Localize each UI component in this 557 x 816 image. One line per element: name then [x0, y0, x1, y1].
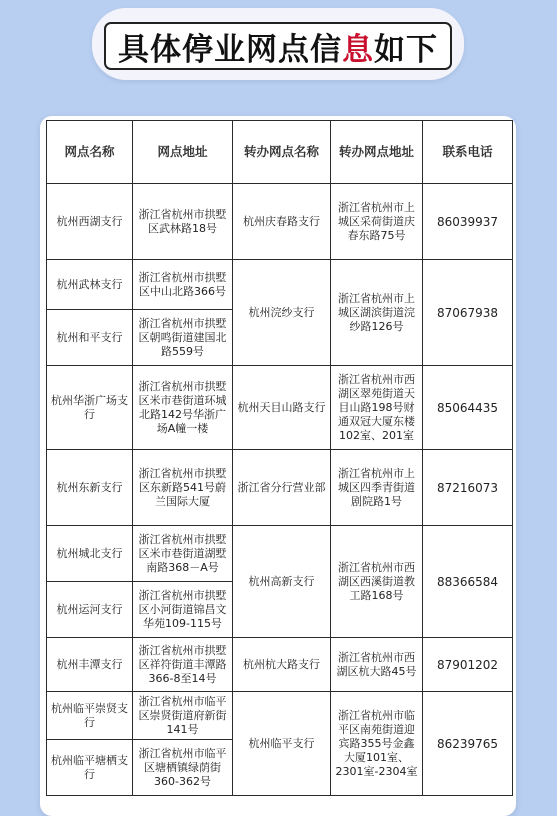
branch-address: 浙江省杭州市拱墅区祥符街道丰潭路366-8至14号 — [133, 638, 233, 692]
phone-number: 87067938 — [423, 260, 513, 366]
title-frame — [104, 22, 452, 70]
phone-number: 85064435 — [423, 366, 513, 450]
header-transfer-name: 转办网点名称 — [233, 121, 331, 184]
phone-number: 87216073 — [423, 450, 513, 526]
transfer-address: 浙江省杭州市上城区采荷街道庆春东路75号 — [331, 184, 423, 260]
branch-name: 杭州西湖支行 — [47, 184, 133, 260]
transfer-name: 杭州浣纱支行 — [233, 260, 331, 366]
transfer-name: 杭州庆春路支行 — [233, 184, 331, 260]
branch-name: 杭州临平崇贤支行 — [47, 692, 133, 740]
branch-name: 杭州运河支行 — [47, 582, 133, 638]
phone-number: 86239765 — [423, 692, 513, 796]
branch-name: 杭州临平塘栖支行 — [47, 740, 133, 796]
branch-name: 杭州城北支行 — [47, 526, 133, 582]
branch-address: 浙江省杭州市拱墅区小河街道锦昌文华苑109-115号 — [133, 582, 233, 638]
transfer-address: 浙江省杭州市西湖区西溪街道教工路168号 — [331, 526, 423, 638]
branch-name: 杭州东新支行 — [47, 450, 133, 526]
branch-address: 浙江省杭州市拱墅区中山北路366号 — [133, 260, 233, 310]
table-row — [47, 450, 513, 526]
transfer-address: 浙江省杭州市上城区四季青街道剧院路1号 — [331, 450, 423, 526]
table-row — [47, 184, 513, 260]
table-row — [47, 638, 513, 692]
branch-name: 杭州华浙广场支行 — [47, 366, 133, 450]
header-branch-name: 网点名称 — [47, 121, 133, 184]
page-title: 具体停业网点信息如下 — [118, 31, 438, 68]
header-phone: 联系电话 — [423, 121, 513, 184]
transfer-address: 浙江省杭州市西湖区杭大路45号 — [331, 638, 423, 692]
transfer-name: 杭州天目山路支行 — [233, 366, 331, 450]
branch-closure-table — [46, 120, 513, 796]
header-transfer-address: 转办网点地址 — [331, 121, 423, 184]
table-row — [47, 526, 513, 582]
phone-number: 87901202 — [423, 638, 513, 692]
branch-address: 浙江省杭州市临平区崇贤街道府新街141号 — [133, 692, 233, 740]
branch-address: 浙江省杭州市拱墅区米市巷街道湖墅南路368－A号 — [133, 526, 233, 582]
table-header-row — [47, 121, 513, 184]
phone-number: 88366584 — [423, 526, 513, 638]
title-highlight: 息 — [342, 31, 374, 68]
branch-name: 杭州武林支行 — [47, 260, 133, 310]
branch-name: 杭州和平支行 — [47, 310, 133, 366]
branch-address: 浙江省杭州市拱墅区东新路541号蔚兰国际大厦 — [133, 450, 233, 526]
phone-number: 86039937 — [423, 184, 513, 260]
transfer-address: 浙江省杭州市西湖区翠苑街道天目山路198号财通双冠大厦东楼102室、201室 — [331, 366, 423, 450]
branch-address: 浙江省杭州市临平区塘栖镇绿荫街360-362号 — [133, 740, 233, 796]
branch-address: 浙江省杭州市拱墅区米市巷街道环城北路142号华浙广场A幢一楼 — [133, 366, 233, 450]
branch-name: 杭州丰潭支行 — [47, 638, 133, 692]
transfer-address: 浙江省杭州市临平区南苑街道迎宾路355号金鑫大厦101室、2301室-2304室 — [331, 692, 423, 796]
branch-address: 浙江省杭州市拱墅区朝鸣街道建国北路559号 — [133, 310, 233, 366]
transfer-name: 杭州高新支行 — [233, 526, 331, 638]
branch-address: 浙江省杭州市拱墅区武林路18号 — [133, 184, 233, 260]
table-row — [47, 366, 513, 450]
transfer-name: 杭州杭大路支行 — [233, 638, 331, 692]
header-branch-address: 网点地址 — [133, 121, 233, 184]
transfer-name: 浙江省分行营业部 — [233, 450, 331, 526]
table-row — [47, 692, 513, 740]
transfer-name: 杭州临平支行 — [233, 692, 331, 796]
table-row — [47, 260, 513, 310]
transfer-address: 浙江省杭州市上城区湖滨街道浣纱路126号 — [331, 260, 423, 366]
